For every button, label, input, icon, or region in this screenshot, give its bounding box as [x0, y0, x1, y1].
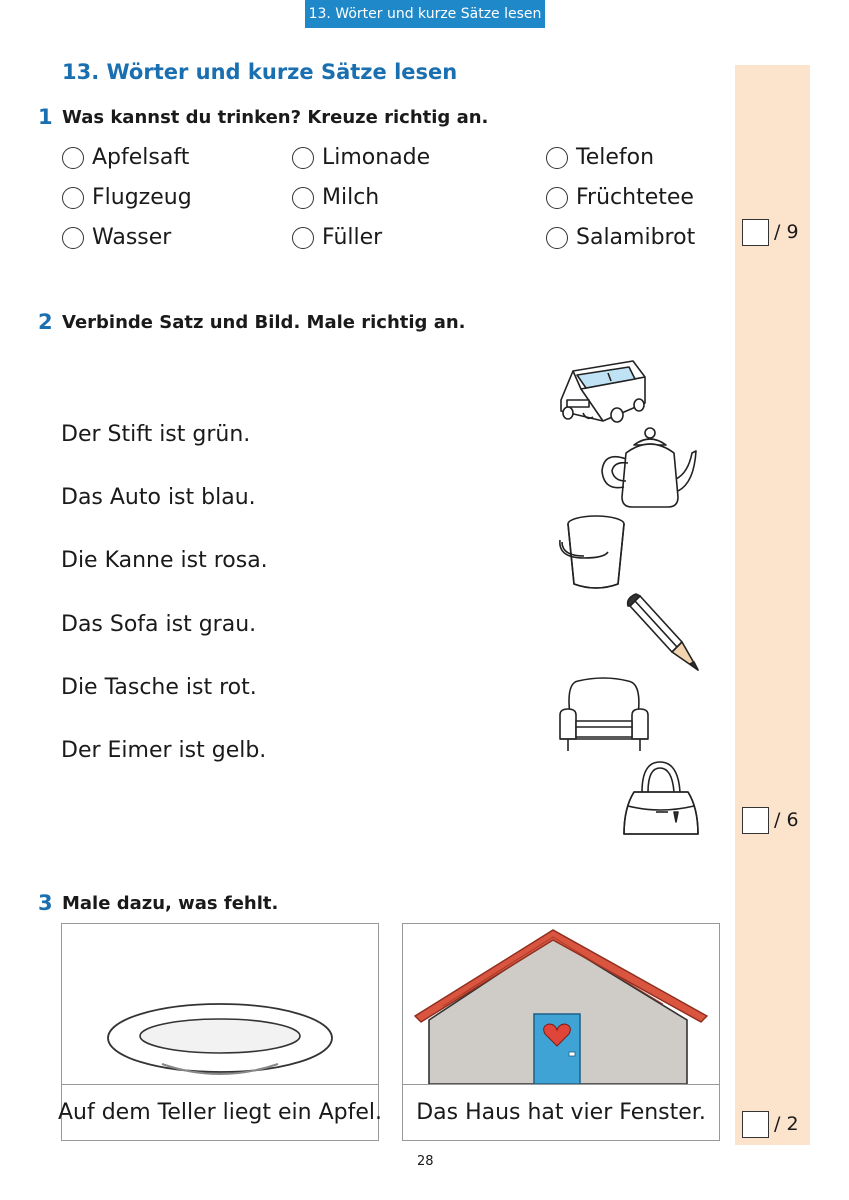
option-label: Milch	[322, 185, 380, 210]
plate-icon	[62, 924, 378, 1084]
page-title: 13. Wörter und kurze Sätze lesen	[62, 60, 458, 84]
house-picture-box[interactable]	[402, 923, 720, 1085]
score-text-task-3: / 2	[774, 1113, 799, 1135]
option-telefon[interactable]	[546, 145, 654, 170]
sentence-stift: Der Stift ist grün.	[61, 422, 251, 447]
bucket-icon[interactable]	[556, 512, 630, 594]
sentence-auto: Das Auto ist blau.	[61, 485, 256, 510]
option-label: Wasser	[92, 225, 172, 250]
house-icon	[403, 924, 719, 1084]
caption-teller: Auf dem Teller liegt ein Apfel.	[61, 1084, 379, 1141]
caption-haus: Das Haus hat vier Fenster.	[402, 1084, 720, 1141]
option-label: Apfelsaft	[92, 145, 190, 170]
radio-circle[interactable]	[546, 147, 568, 169]
score-text-task-2: / 6	[774, 809, 799, 831]
sentence-sofa: Das Sofa ist grau.	[61, 612, 257, 637]
sentence-eimer: Der Eimer ist gelb.	[61, 738, 267, 763]
task-3-number: 3	[38, 891, 53, 915]
option-milch[interactable]	[292, 185, 379, 210]
sentence-kanne: Die Kanne ist rosa.	[61, 548, 268, 573]
task-3-instruction: Male dazu, was fehlt.	[62, 893, 279, 914]
task-2-instruction: Verbinde Satz und Bild. Male richtig an.	[62, 312, 466, 333]
task-1-instruction: Was kannst du trinken? Kreuze richtig an.	[62, 107, 489, 128]
option-label: Salamibrot	[576, 225, 696, 250]
radio-circle[interactable]	[62, 187, 84, 209]
plate-picture-box[interactable]	[61, 923, 379, 1085]
radio-circle[interactable]	[292, 187, 314, 209]
option-limonade[interactable]	[292, 145, 430, 170]
option-label: Flugzeug	[92, 185, 192, 210]
task-2-number: 2	[38, 310, 53, 334]
task-1-number: 1	[38, 105, 53, 129]
page-number: 28	[417, 1154, 434, 1169]
option-label: Telefon	[576, 145, 655, 170]
car-icon[interactable]	[553, 355, 653, 430]
option-label: Früchtetee	[576, 185, 694, 210]
option-wasser[interactable]	[62, 225, 171, 250]
score-box-task-3[interactable]	[742, 1111, 769, 1138]
sofa-icon[interactable]	[556, 675, 652, 755]
score-text-task-1: / 9	[774, 221, 799, 243]
radio-circle[interactable]	[62, 227, 84, 249]
option-salamibrot[interactable]	[546, 225, 695, 250]
score-box-task-1[interactable]	[742, 219, 769, 246]
option-apfelsaft[interactable]	[62, 145, 189, 170]
handbag-icon[interactable]	[620, 758, 702, 838]
option-label: Limonade	[322, 145, 431, 170]
header-tab: 13. Wörter und kurze Sätze lesen	[305, 0, 545, 28]
pencil-icon[interactable]	[624, 592, 704, 674]
sentence-tasche: Die Tasche ist rot.	[61, 675, 257, 700]
option-flugzeug[interactable]	[62, 185, 192, 210]
radio-circle[interactable]	[292, 147, 314, 169]
radio-circle[interactable]	[546, 227, 568, 249]
radio-circle[interactable]	[546, 187, 568, 209]
option-fueller[interactable]	[292, 225, 382, 250]
radio-circle[interactable]	[62, 147, 84, 169]
teapot-icon[interactable]	[598, 425, 702, 513]
radio-circle[interactable]	[292, 227, 314, 249]
option-label: Füller	[322, 225, 383, 250]
score-box-task-2[interactable]	[742, 807, 769, 834]
option-fruechtetee[interactable]	[546, 185, 694, 210]
